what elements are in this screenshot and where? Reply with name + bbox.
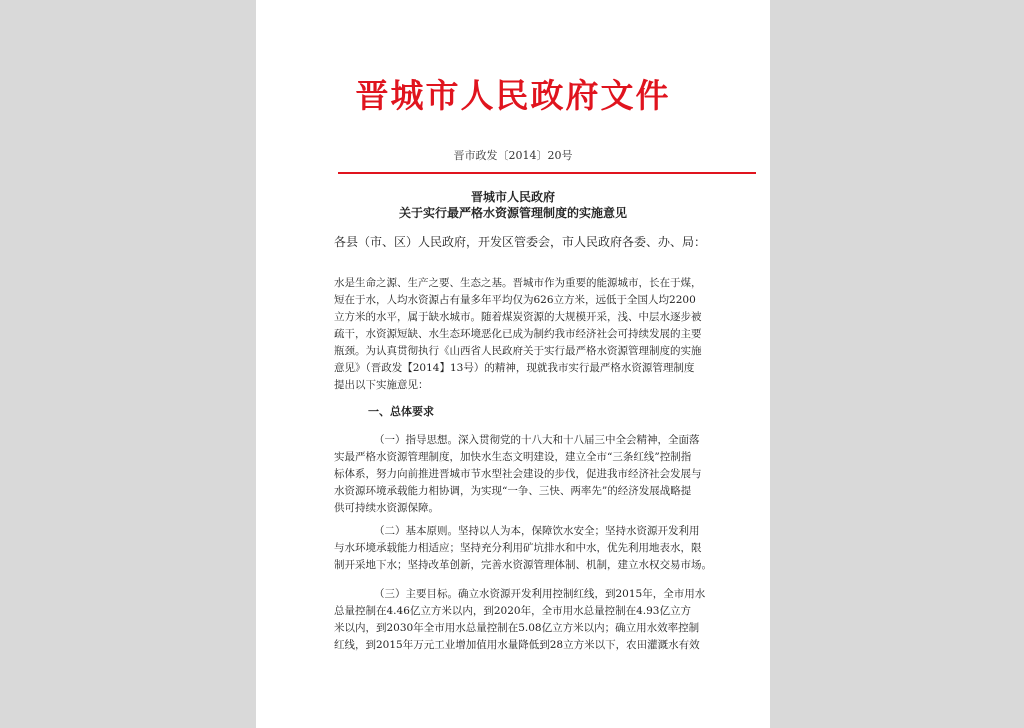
guiding-ideology-paragraph: [334, 432, 702, 517]
document-title-line-1: 晋城市人民政府: [470, 190, 555, 204]
paragraph-line: 实最严格水资源管理制度，加快水生态文明建设，建立全市“三条红线”控制指: [334, 451, 692, 463]
paragraph-line: 水资源环境承载能力相协调，为实现“一争、三快、两率先”的经济发展战略提: [334, 485, 692, 497]
paragraph-line: （一）指导思想。深入贯彻党的十八大和十八届三中全会精神，全面落: [374, 434, 700, 446]
document-title-line-2: 关于实行最严格水资源管理制度的实施意见: [398, 206, 627, 220]
document-number: 晋市政发〔2014〕20号: [453, 149, 573, 162]
paragraph-line: 提出以下实施意见：: [334, 379, 429, 391]
main-goals-paragraph: [334, 586, 705, 654]
paragraph-line: 制开采地下水；坚持改革创新，完善水资源管理体制、机制，建立水权交易市场。: [334, 559, 712, 571]
basic-principles-paragraph: [334, 523, 712, 574]
paragraph-line: 水是生命之源、生产之要、生态之基。晋城市作为重要的能源城市，长在于煤，: [334, 277, 702, 289]
paragraph-line: 供可持续水资源保障。: [334, 502, 439, 514]
red-divider-line: [338, 172, 756, 174]
paragraph-line: 标体系，努力向前推进晋城市节水型社会建设的步伐，促进我市经济社会发展与: [334, 468, 702, 480]
paragraph-line: （三）主要目标。确立水资源开发利用控制红线，到2015年，全市用水: [374, 588, 706, 600]
paragraph-line: （二）基本原则。坚持以人为本，保障饮水安全；坚持水资源开发利用: [374, 525, 700, 537]
document-header-title: 晋城市人民政府文件: [355, 76, 671, 115]
paragraph-line: 立方米的水平，属于缺水城市。随着煤炭资源的大规模开采，浅、中层水逐步被: [334, 311, 702, 323]
paragraph-line: 疏干，水资源短缺、水生态环境恶化已成为制约我市经济社会可持续发展的主要: [334, 328, 702, 340]
paragraph-line: 与水环境承载能力相适应；坚持充分利用矿坑排水和中水，优先利用地表水，限: [334, 542, 702, 554]
paragraph-line: 米以内，到2030年全市用水总量控制在5.08亿立方米以内；确立用水效率控制: [334, 622, 700, 634]
paragraph-line: 意见》（晋政发【2014】13号）的精神，现就我市实行最严格水资源管理制度: [334, 362, 695, 374]
document-page: [256, 0, 770, 728]
addressee: 各县（市、区）人民政府，开发区管委会，市人民政府各委、办、局：: [334, 235, 707, 249]
intro-paragraph: [334, 275, 702, 394]
paragraph-line: 总量控制在4.46亿立方米以内，到2020年，全市用水总量控制在4.93亿立方: [334, 605, 691, 617]
section-heading: 一、总体要求: [368, 405, 434, 418]
paragraph-line: 短在于水，人均水资源占有量多年平均仅为626立方米，远低于全国人均2200: [334, 294, 696, 306]
paragraph-line: 红线，到2015年万元工业增加值用水量降低到28立方米以下，农田灌溉水有效: [334, 639, 700, 651]
paragraph-line: 瓶颈。为认真贯彻执行《山西省人民政府关于实行最严格水资源管理制度的实施: [334, 345, 702, 357]
